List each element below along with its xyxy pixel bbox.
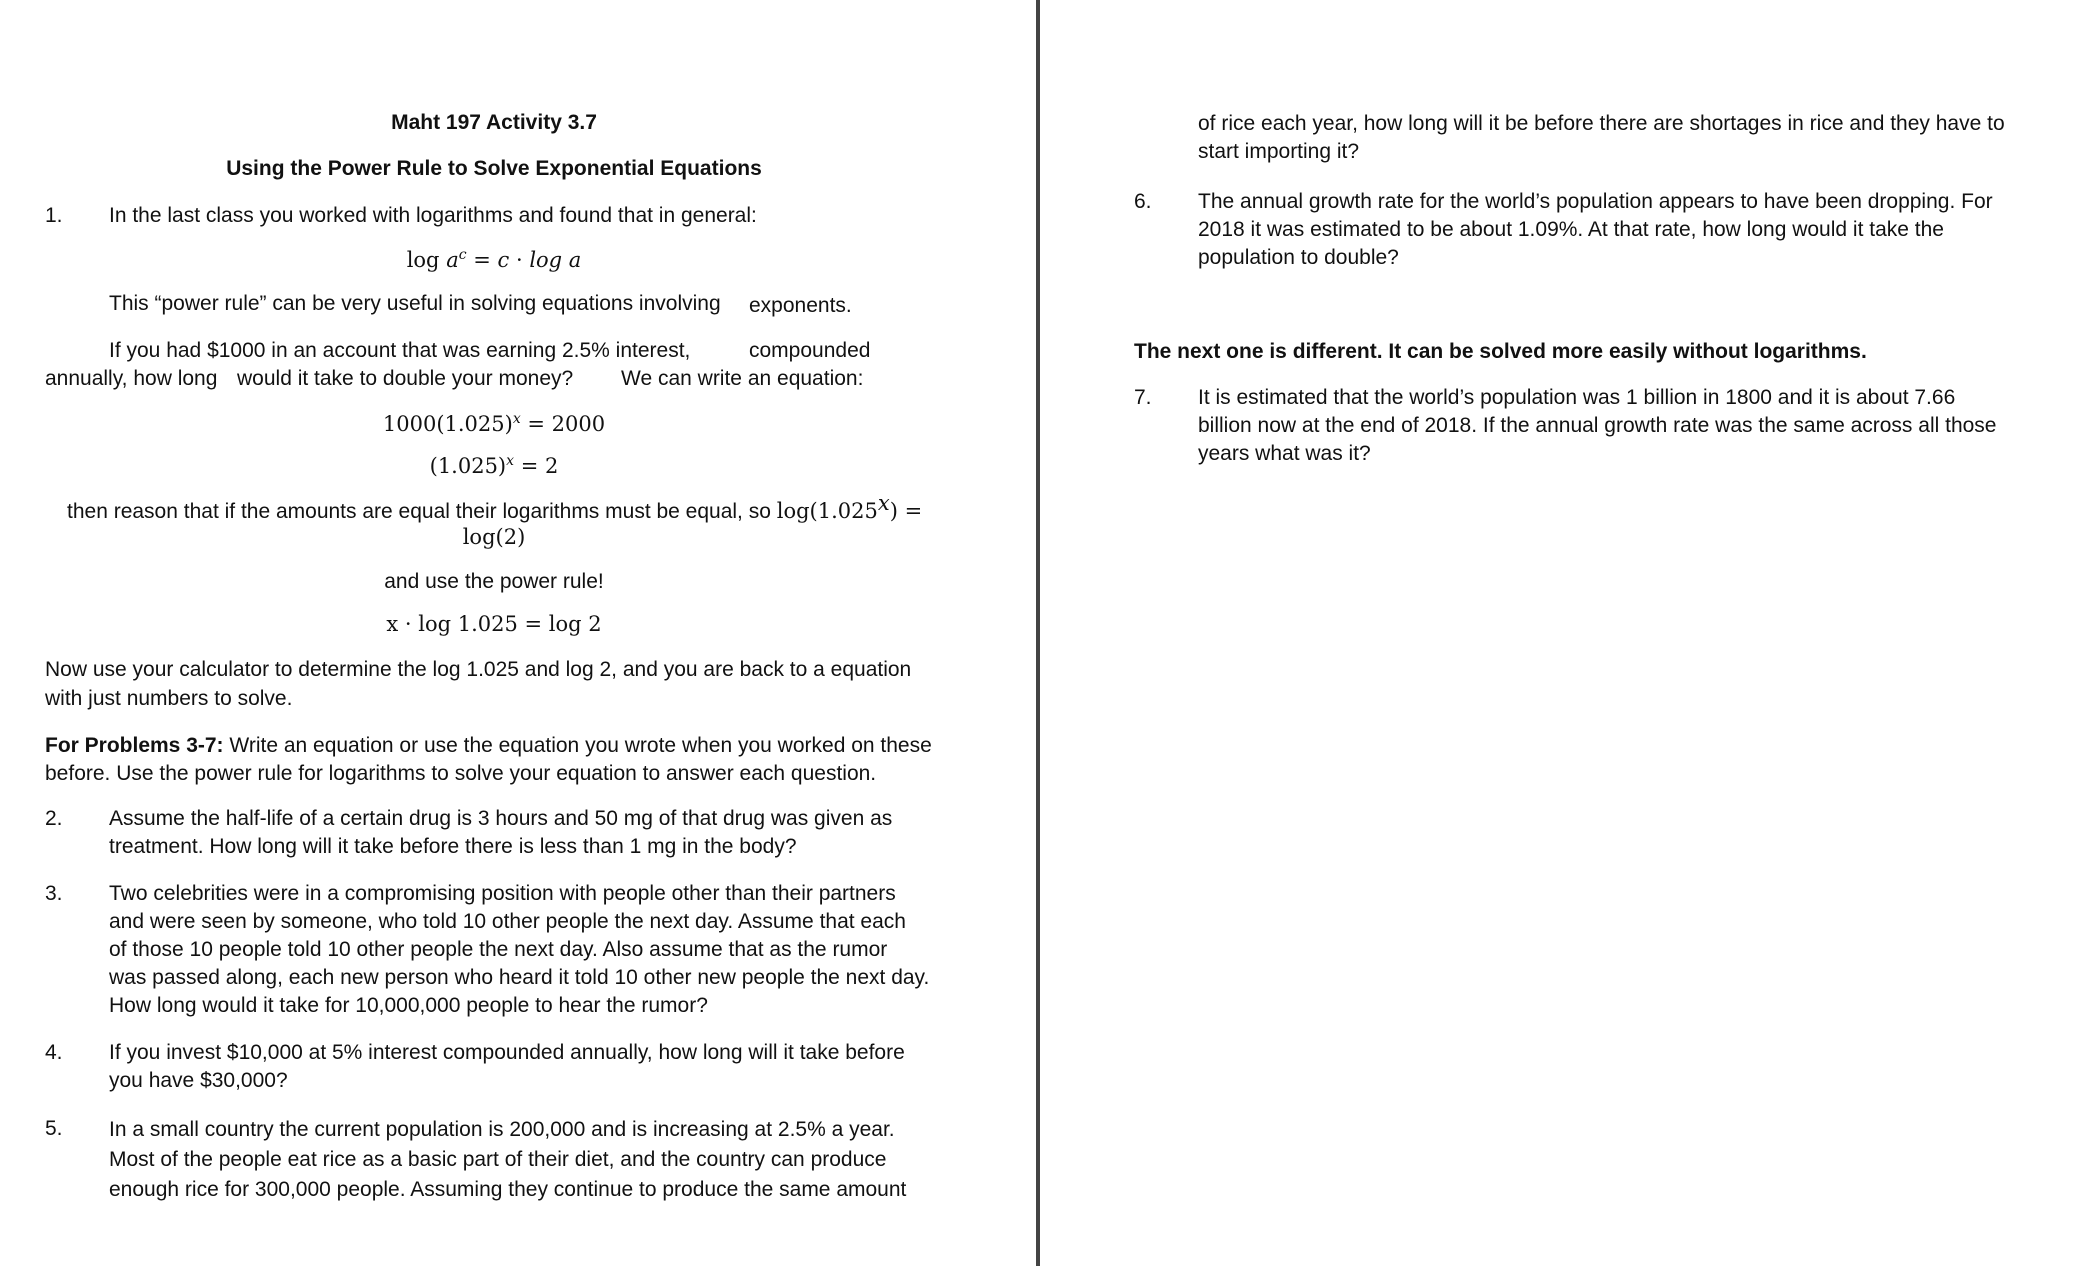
q1-text2-e: We can write an equation: (621, 367, 864, 390)
q4-line: If you invest $10,000 at 5% interest compounded annually, how long will it take before (109, 1041, 905, 1064)
q1-text2-d: would it take to double your money? (237, 367, 574, 390)
q6-line: population to double? (1198, 246, 1399, 269)
use-power-rule: and use the power rule! (384, 570, 604, 593)
page-divider (1036, 0, 1040, 1266)
calc-line-2: with just numbers to solve. (45, 687, 293, 710)
question-7 (1198, 384, 1996, 468)
q7-line: years what was it? (1198, 442, 1371, 465)
question-number-3: 3. (45, 882, 63, 905)
q1-text2-c: annually, how long (45, 367, 218, 390)
question-number-1: 1. (45, 204, 63, 227)
q3-line: was passed along, each new person who heard it told 10 other new people the next day. (109, 966, 930, 989)
equation-1: $1000(1.025)^x = 2000$ (382, 411, 606, 436)
q5-line: Most of the people eat rice as a basic part of their diet, and the country can produce (109, 1148, 887, 1171)
q2-line: treatment. How long will it take before there is less than 1 mg in the body? (109, 835, 797, 858)
question-number-7: 7. (1134, 386, 1152, 409)
left-page (0, 0, 1036, 1266)
question-4 (109, 1039, 905, 1095)
document-title: Maht 197 Activity 3.7 (391, 111, 597, 134)
question-number-5: 5. (45, 1117, 63, 1140)
q1-text1: This “power rule” can be very useful in solving equations involving (109, 292, 721, 315)
q3-line: and were seen by someone, who told 10 other people the next day. Assume that each (109, 910, 906, 933)
q7-line: It is estimated that the world’s population was 1 billion in 1800 and it is about 7.66 (1198, 386, 1956, 409)
q1-text2-a: If you had $1000 in an account that was earning 2.5% interest, (109, 339, 691, 362)
different-heading: The next one is different. It can be solved more easily without logarithms. (1134, 340, 1867, 363)
q1-text1-tail: exponents. (749, 294, 852, 317)
instructions-line-2: before. Use the power rule for logarithms to solve your equation to answer each question. (45, 762, 877, 785)
q2-line: Assume the half-life of a certain drug is 3 hours and 50 mg of that drug was given as (109, 807, 893, 830)
question-2 (109, 805, 892, 861)
question-5-continued (1198, 110, 2005, 166)
question-5 (109, 1115, 906, 1205)
q3-line: How long would it take for 10,000,000 people to hear the rumor? (109, 994, 708, 1017)
q1-text2-b: compounded (749, 339, 871, 362)
question-number-4: 4. (45, 1041, 63, 1064)
q4-line: you have $30,000? (109, 1069, 288, 1092)
equation-2: $(1.025)^x = 2$ (429, 453, 559, 478)
document-subtitle: Using the Power Rule to Solve Exponential Equations (226, 157, 762, 180)
reason-line: then reason that if the amounts are equal their logarithms must be equal, so $\log(1.025^x)$ = (67, 491, 923, 523)
question-number-6: 6. (1134, 190, 1152, 213)
right-page (1041, 0, 2086, 1266)
q5-cont-line: of rice each year, how long will it be before there are shortages in rice and they have to (1198, 112, 2005, 135)
q5-line: In a small country the current population is 200,000 and is increasing at 2.5% a year. (109, 1118, 895, 1141)
q7-line: billion now at the end of 2018. If the annual growth rate was the same across all those (1198, 414, 1997, 437)
q6-line: The annual growth rate for the world’s population appears to have been dropping. For (1198, 190, 1993, 213)
calc-line-1: Now use your calculator to determine the log 1.025 and log 2, and you are back to a equation (45, 658, 912, 681)
q3-line: of those 10 people told 10 other people the next day. Also assume that as the rumor (109, 938, 888, 961)
q5-line: enough rice for 300,000 people. Assuming they continue to produce the same amount (109, 1178, 907, 1201)
question-3 (109, 880, 929, 1020)
question-6 (1198, 188, 1993, 272)
q5-cont-line: start importing it? (1198, 140, 1360, 163)
q6-line: 2018 it was estimated to be about 1.09%. At that rate, how long would it take the (1198, 218, 1944, 241)
q3-line: Two celebrities were in a compromising position with people other than their partners (109, 882, 896, 905)
instructions-line-1: For Problems 3-7: Write an equation or use the equation you wrote when you worked on these (45, 734, 932, 757)
q1-intro: In the last class you worked with logarithms and found that in general: (109, 204, 757, 227)
question-number-2: 2. (45, 807, 63, 830)
equation-3: x · log 1.025 = log 2 (386, 612, 602, 636)
power-rule-formula: $\log a^c = c \cdot \log a$ (406, 247, 582, 272)
reason-log2: log(2) (462, 525, 526, 549)
